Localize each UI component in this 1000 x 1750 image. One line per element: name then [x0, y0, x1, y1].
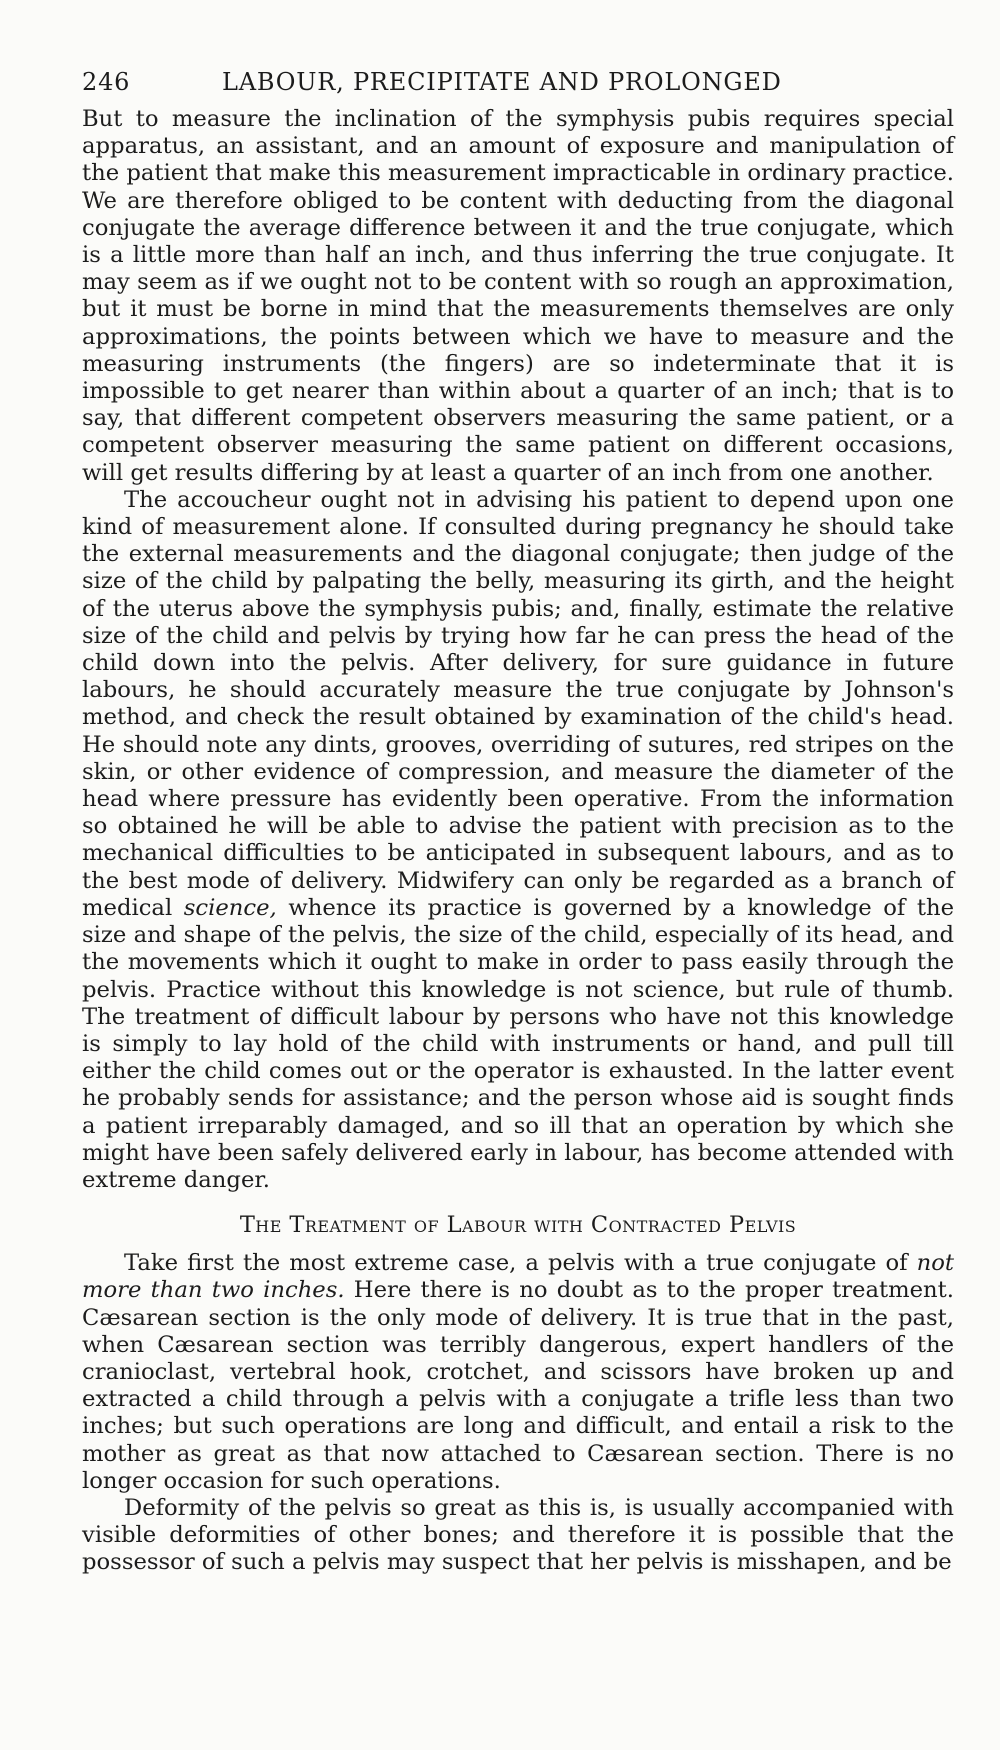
paragraph-measurement-advice-text: The accoucheur ought not in advising his patient to depend upon one kind of measurement alone. If consulted during pregnancy he should take the external measurements and the diagonal conjugate; then judge of the size of the child by palpating the belly, measuring its girth, and the height of the uterus above the symphysis pubis; and, finally, estimate the relative size of the child and pelvis by trying how far he can press the head of the child down into the pelvis. After delivery, for sure guidance in future labours, he should accurately measure the true conjugate by Johnson's method, and check the result obtained by examination of the child's head. He should note any dints, grooves, overriding of sutures, red stripes on the skin, or other evidence of compression, and measure the diameter of the head where pressure has evidently been operative. From the information so obtained he will be able to advise the patient with precision as to the mechanical difficulties to be anticipated in subsequent labours, and as to the best mode of delivery. Midwifery can only be regarded as a branch of medical	[82, 486, 954, 921]
paragraph-deformity: Deformity of the pelvis so great as this is, is usually accompanied with visible deformities of other bones; and therefore it is possible that the possessor of such a pelvis may suspect that her pelvis is misshapen, and be	[82, 1494, 954, 1576]
section-heading: The Treatment of Labour with Contracted Pelvis	[239, 1212, 797, 1239]
paragraph-extreme-case	[82, 1250, 954, 1495]
page-body	[82, 106, 954, 1577]
book-page	[82, 62, 954, 1577]
paragraph-measurement-advice-continuation: whence its practice is governed by a knowledge of the size and shape of the pelvis, the size of the child, especially of its head, and the movements which it ought to make in order to pass easily through the pelvis. Practice without this knowledge is not science, but rule of thumb. The treatment of difficult labour by persons who have not this knowledge is simply to lay hold of the child with instruments or hand, and pull till either the child comes out or the operator is exhausted. In the latter event he probably sends for assistance; and the person whose aid is sought finds a patient irreparably damaged, and so ill that an operation by which she might have been safely delivered early in labour, has become attended with extreme danger.	[82, 894, 955, 1193]
paragraph-extreme-case-text: Take first the most extreme case, a pelvis with a true conjugate of	[124, 1250, 917, 1277]
paragraph-extreme-case-continuation: Here there is no doubt as to the proper treatment. Cæsarean section is the only mode of delivery. It is true that in the past, when Cæsarean section was terribly dangerous, expert handlers of the cranioclast, vertebral hook, crotchet, and scissors have broken up and extracted a child through a pelvis with a conjugate a trifle less than two inches; but such operations are long and difficult, and entail a risk to the mother as great as that now attached to Cæsarean section. There is no longer occasion for such operations.	[82, 1277, 954, 1494]
paragraph-measurement-advice	[82, 487, 954, 1194]
two-inch-emphasis: not more than two inches.	[82, 1250, 954, 1304]
science-emphasis: science,	[183, 894, 277, 921]
running-header	[82, 62, 954, 102]
page-number: 246	[82, 68, 131, 96]
paragraph-inclination-measurement: But to measure the inclination of the symphysis pubis requires special apparatus, an assistant, and an amount of exposure and manipulation of the patient that make this measurement impracticable in ordinary practice. We are therefore obliged to be content with deducting from the diagonal conjugate the average difference between it and the true conjugate, which is a little more than half an inch, and thus inferring the true conjugate. It may seem as if we ought not to be content with so rough an approximation, but it must be borne in mind that the measurements themselves are only approximations, the points between which we have to measure and the measuring instruments (the fingers) are so indeterminate that it is impossible to get nearer than within about a quarter of an inch; that is to say, that different competent observers measuring the same patient, or a competent observer measuring the same patient on different occasions, will get results differing by at least a quarter of an inch from one another.	[82, 106, 954, 486]
running-title: LABOUR, PRECIPITATE AND PROLONGED	[222, 68, 782, 96]
